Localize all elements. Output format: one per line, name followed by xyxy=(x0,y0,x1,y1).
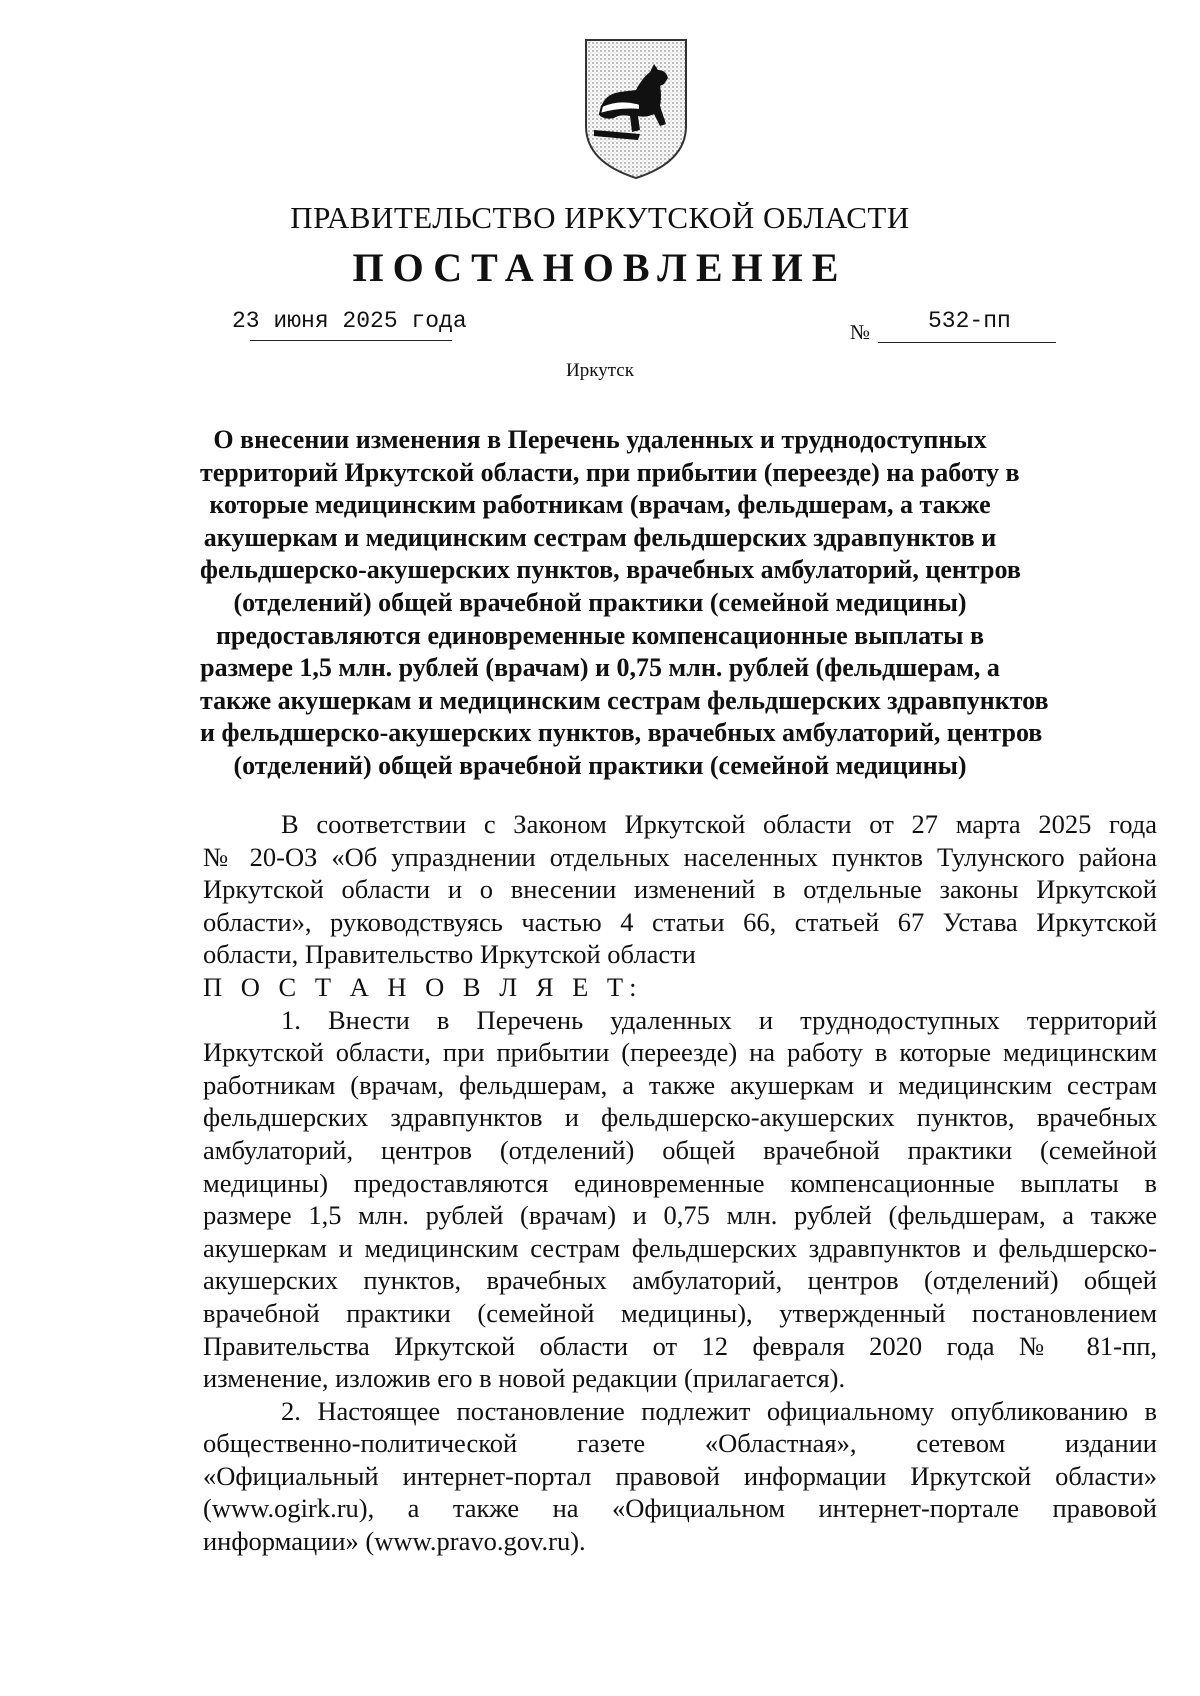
document-type: ПОСТАНОВЛЕНИЕ xyxy=(352,245,848,290)
document-number: 532-пп xyxy=(928,308,1011,334)
document-title xyxy=(200,424,1049,783)
irkutsk-coat-of-arms-icon xyxy=(580,34,692,182)
title-line: О внесении изменения в Перечень удаленных и труднодоступных xyxy=(213,425,987,454)
item-1-line: работникам (врачам, фельдшерам, а также акушеркам и медицинским сестрам xyxy=(203,1069,1157,1100)
item-1 xyxy=(203,1004,1157,1395)
title-line: которые медицинским работникам (врачам, фельдшерам, а также xyxy=(209,490,991,520)
item-1-line: 1. Внести в Перечень удаленных и труднодоступных территорий xyxy=(281,1004,1157,1035)
item-1-line: изменение, изложив его в новой редакции (прилагается). xyxy=(203,1363,846,1394)
item-1-line: фельдшерских здравпунктов и фельдшерско-акушерских пунктов, врачебных xyxy=(203,1102,1157,1133)
item-2 xyxy=(203,1395,1157,1558)
number-sign: № xyxy=(850,320,871,344)
preamble-line: Иркутской области и о внесении изменений в отдельные законы Иркутской xyxy=(203,874,1157,905)
item-2-line: общественно-политической газете «Областная», сетевом издании xyxy=(203,1428,1157,1459)
item-2-line: (www.ogirk.ru), а также на «Официальном интернет-портале правовой xyxy=(203,1493,1157,1524)
item-1-line: медицины) предоставляются единовременные компенсационные выплаты в xyxy=(203,1167,1157,1198)
city: Иркутск xyxy=(566,360,634,381)
item-1-line: врачебной практики (семейной медицины), утвержденный постановлением xyxy=(203,1297,1157,1328)
item-2-line: «Официальный интернет-портал правовой информации Иркутской области» xyxy=(203,1460,1157,1491)
preamble-line: В соответствии с Законом Иркутской области от 27 марта 2025 года xyxy=(281,809,1157,839)
item-1-line: Иркутской области, при прибытии (переезде) на работу в которые медицинским xyxy=(203,1037,1157,1068)
number-underline xyxy=(878,342,1056,343)
item-1-line: размере 1,5 млн. рублей (врачам) и 0,75 млн. рублей (фельдшерам, а также xyxy=(203,1200,1157,1231)
organization-name: ПРАВИТЕЛЬСТВО ИРКУТСКОЙ ОБЛАСТИ xyxy=(290,200,910,235)
item-1-line: амбулаторий, центров (отделений) общей врачебной практики (семейной xyxy=(203,1134,1157,1165)
preamble xyxy=(203,808,1157,971)
item-2-line: информации» (www.pravo.gov.ru). xyxy=(203,1526,586,1557)
document-body xyxy=(203,808,1157,1558)
item-1-line: акушерских пунктов, врачебных амбулаторий, центров (отделений) общей xyxy=(203,1265,1157,1296)
title-line: (отделений) общей врачебной практики (семейной медицины) xyxy=(233,587,967,617)
title-line: фельдшерско-акушерских пунктов, врачебных амбулаторий, центров xyxy=(200,555,1021,585)
document-date: 23 июня 2025 года xyxy=(232,308,467,334)
title-line: акушеркам и медицинским сестрам фельдшерских здравпунктов и xyxy=(203,522,997,552)
title-line: предоставляются единовременные компенсационные выплаты в xyxy=(215,620,985,650)
date-underline xyxy=(250,340,452,341)
preamble-line: области», руководствуясь частью 4 статьи 66, статьей 67 Устава Иркутской xyxy=(203,906,1157,937)
title-line: территорий Иркутской области, при прибытии (переезде) на работу в xyxy=(200,457,1020,487)
preamble-line: № 20-ОЗ «Об упразднении отдельных населенных пунктов Тулунского района xyxy=(203,841,1157,872)
item-2-line: 2. Настоящее постановление подлежит официальному опубликованию в xyxy=(281,1395,1157,1426)
item-1-line: акушеркам и медицинским сестрам фельдшерских здравпунктов и фельдшерско- xyxy=(203,1232,1157,1263)
title-line: размере 1,5 млн. рублей (врачам) и 0,75 млн. рублей (фельдшерам, а xyxy=(200,653,1000,683)
title-line: также акушеркам и медицинским сестрам фельдшерских здравпунктов xyxy=(200,685,1049,715)
item-1-line: Правительства Иркутской области от 12 февраля 2020 года № 81-пп, xyxy=(203,1330,1157,1361)
title-line: и фельдшерско-акушерских пунктов, врачебных амбулаторий, центров xyxy=(200,718,1043,748)
preamble-line: области, Правительство Иркутской области xyxy=(203,939,696,970)
title-line: (отделений) общей врачебной практики (семейной медицины) xyxy=(233,750,967,780)
decree-word: П О С Т А Н О В Л Я Е Т: xyxy=(203,971,643,1002)
